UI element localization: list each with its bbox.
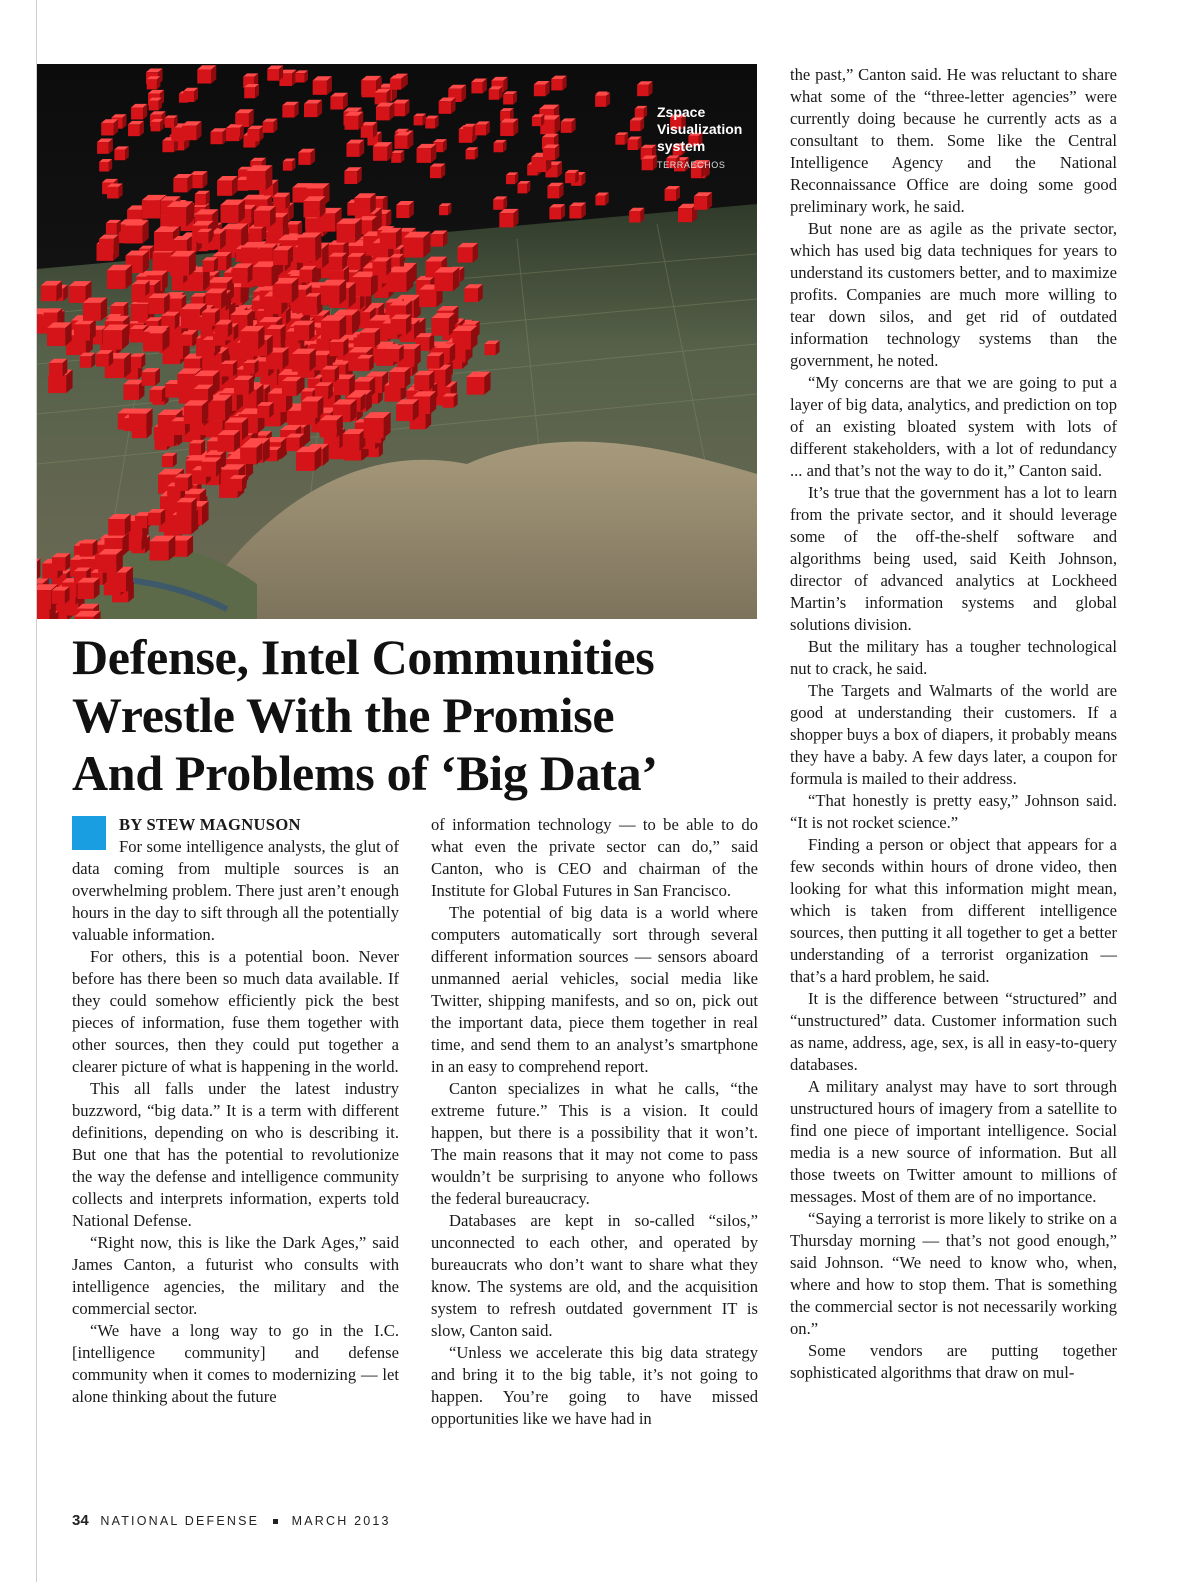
headline-line-2: Wrestle With the Promise [72, 687, 615, 743]
paragraph: But none are as agile as the private sector, which has used big data techniques for years to understand its customers better, and to maximize profits. Companies are much more willing to tear down silos, and get rid of outdated information technology systems than the government, he noted. [790, 219, 1117, 370]
paragraph: “Unless we accelerate this big data strategy and bring it to the big table, it’s not going to happen. You’re going to have missed opportunities like we have had in [431, 1343, 758, 1428]
paragraph: But the military has a tougher technological nut to crack, he said. [790, 637, 1117, 678]
byline: BY STEW MAGNUSON [119, 815, 301, 834]
visualization-image [37, 64, 757, 619]
paragraph: “Saying a terrorist is more likely to strike on a Thursday morning — that’s not good enough,” said Johnson. “We need to know who, when, where and how to stop them. That is something the commercial sector is not necessarily working on.” [790, 1209, 1117, 1338]
paragraph: It’s true that the government has a lot to learn from the private sector, and it should leverage some of the off-the-shelf software and algorithms being used, said Keith Johnson, director of advanced analytics at Lockheed Martin’s information systems and global solutions division. [790, 483, 1117, 634]
paragraph: Finding a person or object that appears for a few seconds within hours of drone video, then looking for what this information might mean, which is taken from different intelligence sources, then putting it all together to get a better understanding of a terrorist organization — that’s a hard problem, he said. [790, 835, 1117, 986]
paragraph: “My concerns are that we are going to put a layer of big data, analytics, and prediction on top of an existing bloated system with lots of different stakeholders, with a lot of redundancy ... and that’s not the way to do it,” Canton said. [790, 373, 1117, 480]
publication-name: NATIONAL DEFENSE [100, 1514, 260, 1528]
article-column-3 [790, 64, 1117, 1384]
paragraph: Databases are kept in so-called “silos,” unconnected to each other, and operated by bureaucrats who don’t want to share what they know. The systems are old, and the acquisition system to refresh outdated government IT is slow, Canton said. [431, 1211, 758, 1340]
article-headline [72, 628, 772, 802]
paragraph: the past,” Canton said. He was reluctant to share what some of the “three-letter agencies” were currently doing because he currently acts as a consultant to them. Some like the Central Intelligence Agency and the National Reconnaissance Office are doing some good preliminary work, he said. [790, 65, 1117, 216]
paragraph: “We have a long way to go in the I.C. [intelligence community] and defense community when it comes to modernizing — let alone thinking about the future [72, 1321, 399, 1406]
paragraph: A military analyst may have to sort through unstructured hours of imagery from a satellite to find one piece of important intelligence. Social media is a new source of information. But all those tweets on Twitter amount to millions of messages. Most of them are of no importance. [790, 1077, 1117, 1206]
paragraph: For others, this is a potential boon. Never before has there been so much data available. If they could somehow efficiently pick the best pieces of information, fuse them together with other sources, then they could put together a clearer picture of what is happening in the world. [72, 947, 399, 1076]
byline-row [72, 814, 399, 836]
paragraph: “That honestly is pretty easy,” Johnson said. “It is not rocket science.” [790, 791, 1117, 832]
paragraph: The Targets and Walmarts of the world are good at understanding their customers. If a shopper buys a box of diapers, it probably means they have a baby. A few days later, a coupon for formula is mailed to their address. [790, 681, 1117, 788]
paragraph: Canton specializes in what he calls, “the extreme future.” This is a vision. It could happen, but there is a possibility that it won’t. The main reasons that it may not come to pass wouldn’t be surprising to anyone who follows the federal bureaucracy. [431, 1079, 758, 1208]
page-footer [72, 1512, 391, 1529]
feature-photo [37, 64, 757, 619]
paragraph: This all falls under the latest industry buzzword, “big data.” It is a term with different definitions, depending on who is describing it. But one that has the potential to revolutionize the way the defense and intelligence community collects and interprets information, experts told National Defense. [72, 1079, 399, 1230]
section-marker-square [72, 816, 106, 850]
paragraph: The potential of big data is a world where computers automatically sort through several different information sources — sensors aboard unmanned aerial vehicles, social media like Twitter, shipping manifests, and so on, pick out the important data, piece them together in real time, and send them to an analyst’s smartphone in an easy to comprehend report. [431, 903, 758, 1076]
photo-caption [657, 104, 752, 170]
headline-line-3: And Problems of ‘Big Data’ [72, 745, 658, 801]
article-column-2 [431, 814, 758, 1430]
paragraph: It is the difference between “structured” and “unstructured” data. Customer information such as name, address, age, sex, is all in easy-to-query databases. [790, 989, 1117, 1074]
page-number: 34 [72, 1512, 89, 1529]
paragraph: “Right now, this is like the Dark Ages,” said James Canton, a futurist who consults with intelligence agencies, the military and the commercial sector. [72, 1233, 399, 1318]
caption-credit: TERRAECHOS [657, 160, 726, 170]
paragraph: Some vendors are putting together sophisticated algorithms that draw on mul- [790, 1341, 1117, 1382]
article-column-1 [72, 814, 399, 1408]
issue-date: MARCH 2013 [291, 1514, 391, 1528]
paragraph: of information technology — to be able to do what even the private sector can do,” said Canton, who is CEO and chairman of the Institute for Global Futures in San Francisco. [431, 815, 758, 900]
paragraph: For some intelligence analysts, the glut of data coming from multiple sources is an overwhelming problem. There just aren’t enough hours in the day to sift through all the potentially valuable information. [72, 837, 399, 944]
caption-title: Zspace Visualization system [657, 104, 743, 154]
headline-line-1: Defense, Intel Communities [72, 629, 655, 685]
footer-separator [273, 1519, 278, 1524]
